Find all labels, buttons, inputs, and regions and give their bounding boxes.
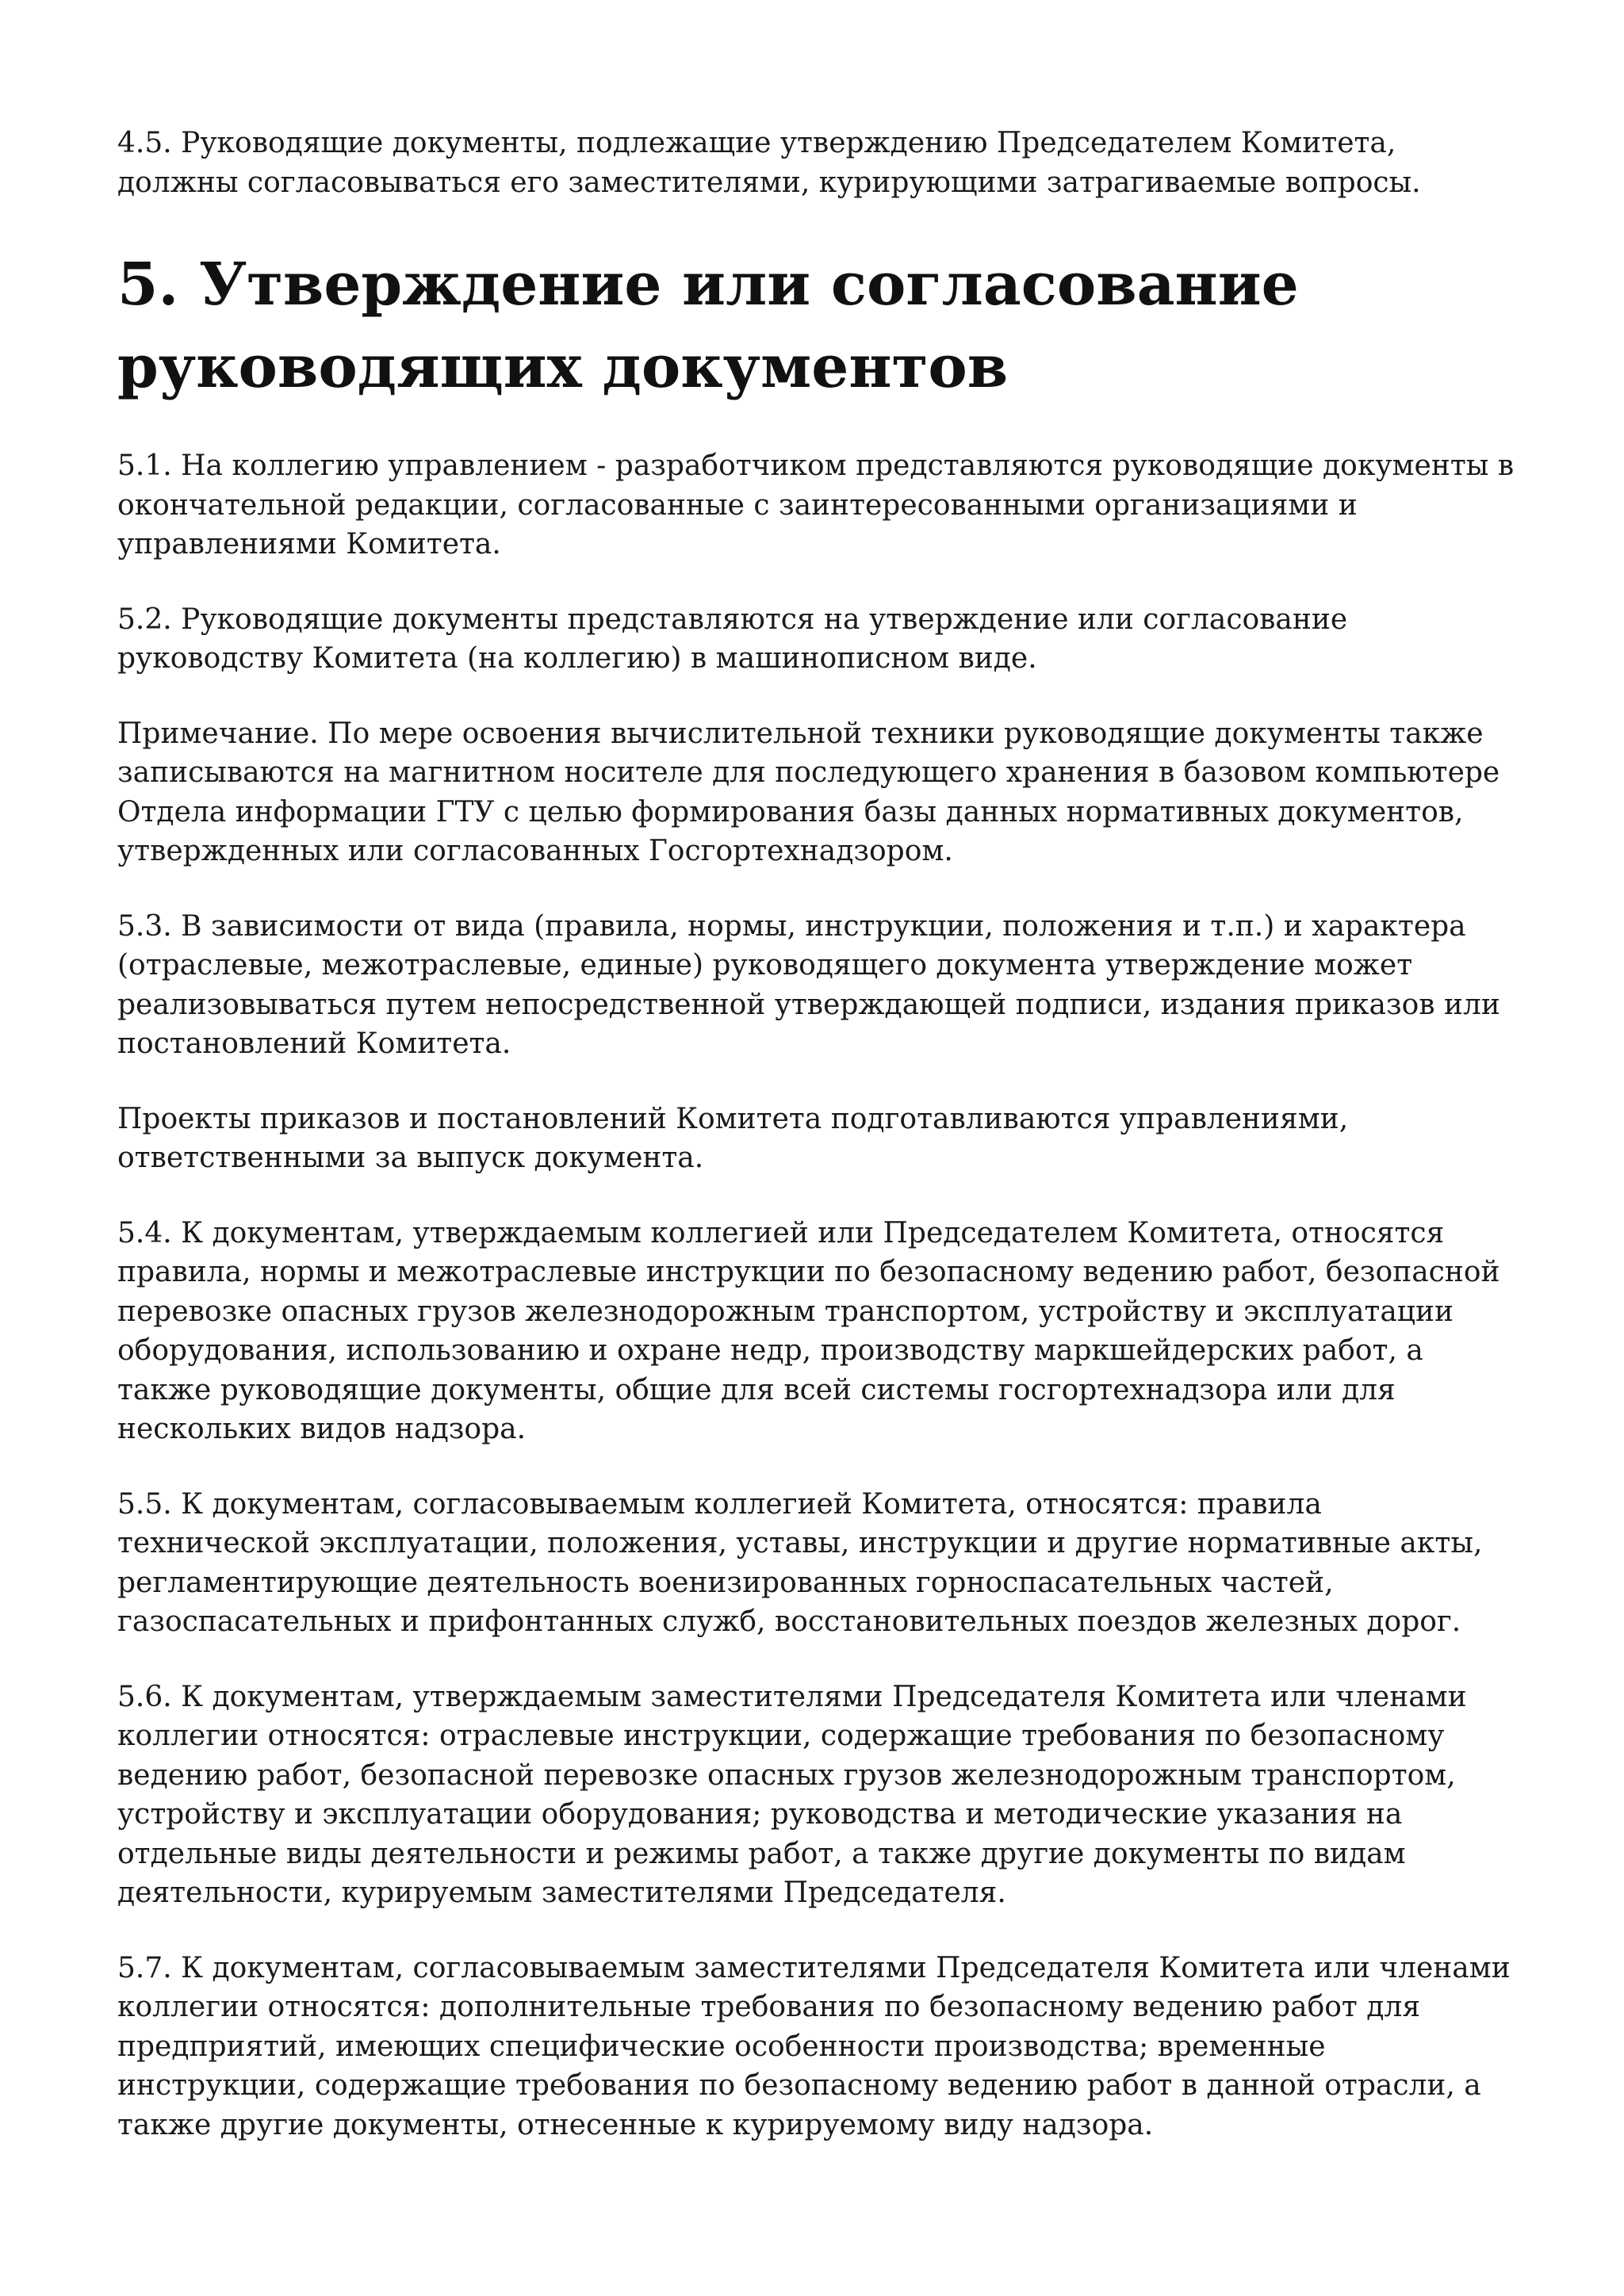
paragraph-5-4: 5.4. К документам, утверждаемым коллегией или Председателем Комитета, относятся правила, нормы и межотраслевые инструкции по безопасному ведению работ, безопасной перевозке опасных грузов железнодорожным транспортом, устройству и эксплуатации оборудования, использованию и охране недр, производству маркшейдерских работ, а также руководящие документы, общие для всей системы госгортехнадзора или для нескольких видов надзора. [117,1216,1500,1445]
paragraph-5-6: 5.6. К документам, утверждаемым заместителями Председателя Комитета или членами коллегии относятся: отраслевые инструкции, содержащие требования по безопасному ведению работ, безопасной перевозке опасных грузов железнодорожным транспортом, устройству и эксплуатации оборудования; руководства и методические указания на отдельные виды деятельности и режимы работ, а также другие документы по видам деятельности, курируемым заместителями Председателя. [117,1680,1467,1909]
paragraph-5-3: 5.3. В зависимости от вида (правила, нормы, инструкции, положения и т.п.) и характера (отраслевые, межотраслевые, единые) руководящего документа утверждение может реализовываться путем непосредственной утверждающей подписи, издания приказов или постановлений Комитета. [117,909,1500,1060]
paragraph-5-2: 5.2. Руководящие документы представляются на утверждение или согласование руководству Комитета (на коллегию) в машинописном виде. [117,603,1348,675]
paragraph-4-5: 4.5. Руководящие документы, подлежащие утверждению Председателем Комитета, должны согласовываться его заместителями, курирующими затрагиваемые вопросы. [117,127,1421,199]
paragraph-5-5: 5.5. К документам, согласовываемым коллегией Комитета, относятся: правила технической эксплуатации, положения, уставы, инструкции и другие нормативные акты, регламентирующие деятельность военизированных горноспасательных частей, газоспасательных и прифонтанных служб, восстановительных поездов железных дорог. [117,1487,1483,1638]
paragraph-5-1: 5.1. На коллегию управлением - разработчиком представляются руководящие документы в окончательной редакции, согласованные с заинтересованными организациями и управлениями Комитета. [117,450,1515,561]
paragraph-5-3-projects: Проекты приказов и постановлений Комитета подготавливаются управлениями, ответственными за выпуск документа. [117,1102,1349,1174]
paragraph-5-7: 5.7. К документам, согласовываемым заместителями Председателя Комитета или членами коллегии относятся: дополнительные требования по безопасному ведению работ для предприятий, имеющих специфические особенности производства; временные инструкции, содержащие требования по безопасному ведению работ в данной отрасли, а также другие документы, отнесенные к курируемому виду надзора. [117,1951,1511,2141]
section-5-heading: 5. Утверждение или согласование руководящих документов [117,251,1299,401]
paragraph-note: Примечание. По мере освоения вычислительной техники руководящие документы также записываются на магнитном носителе для последующего хранения в базовом компьютере Отдела информации ГТУ с целью формирования базы данных нормативных документов, утвержденных или согласованных Госгортехнадзором. [117,717,1500,867]
document-page [117,124,1521,2145]
